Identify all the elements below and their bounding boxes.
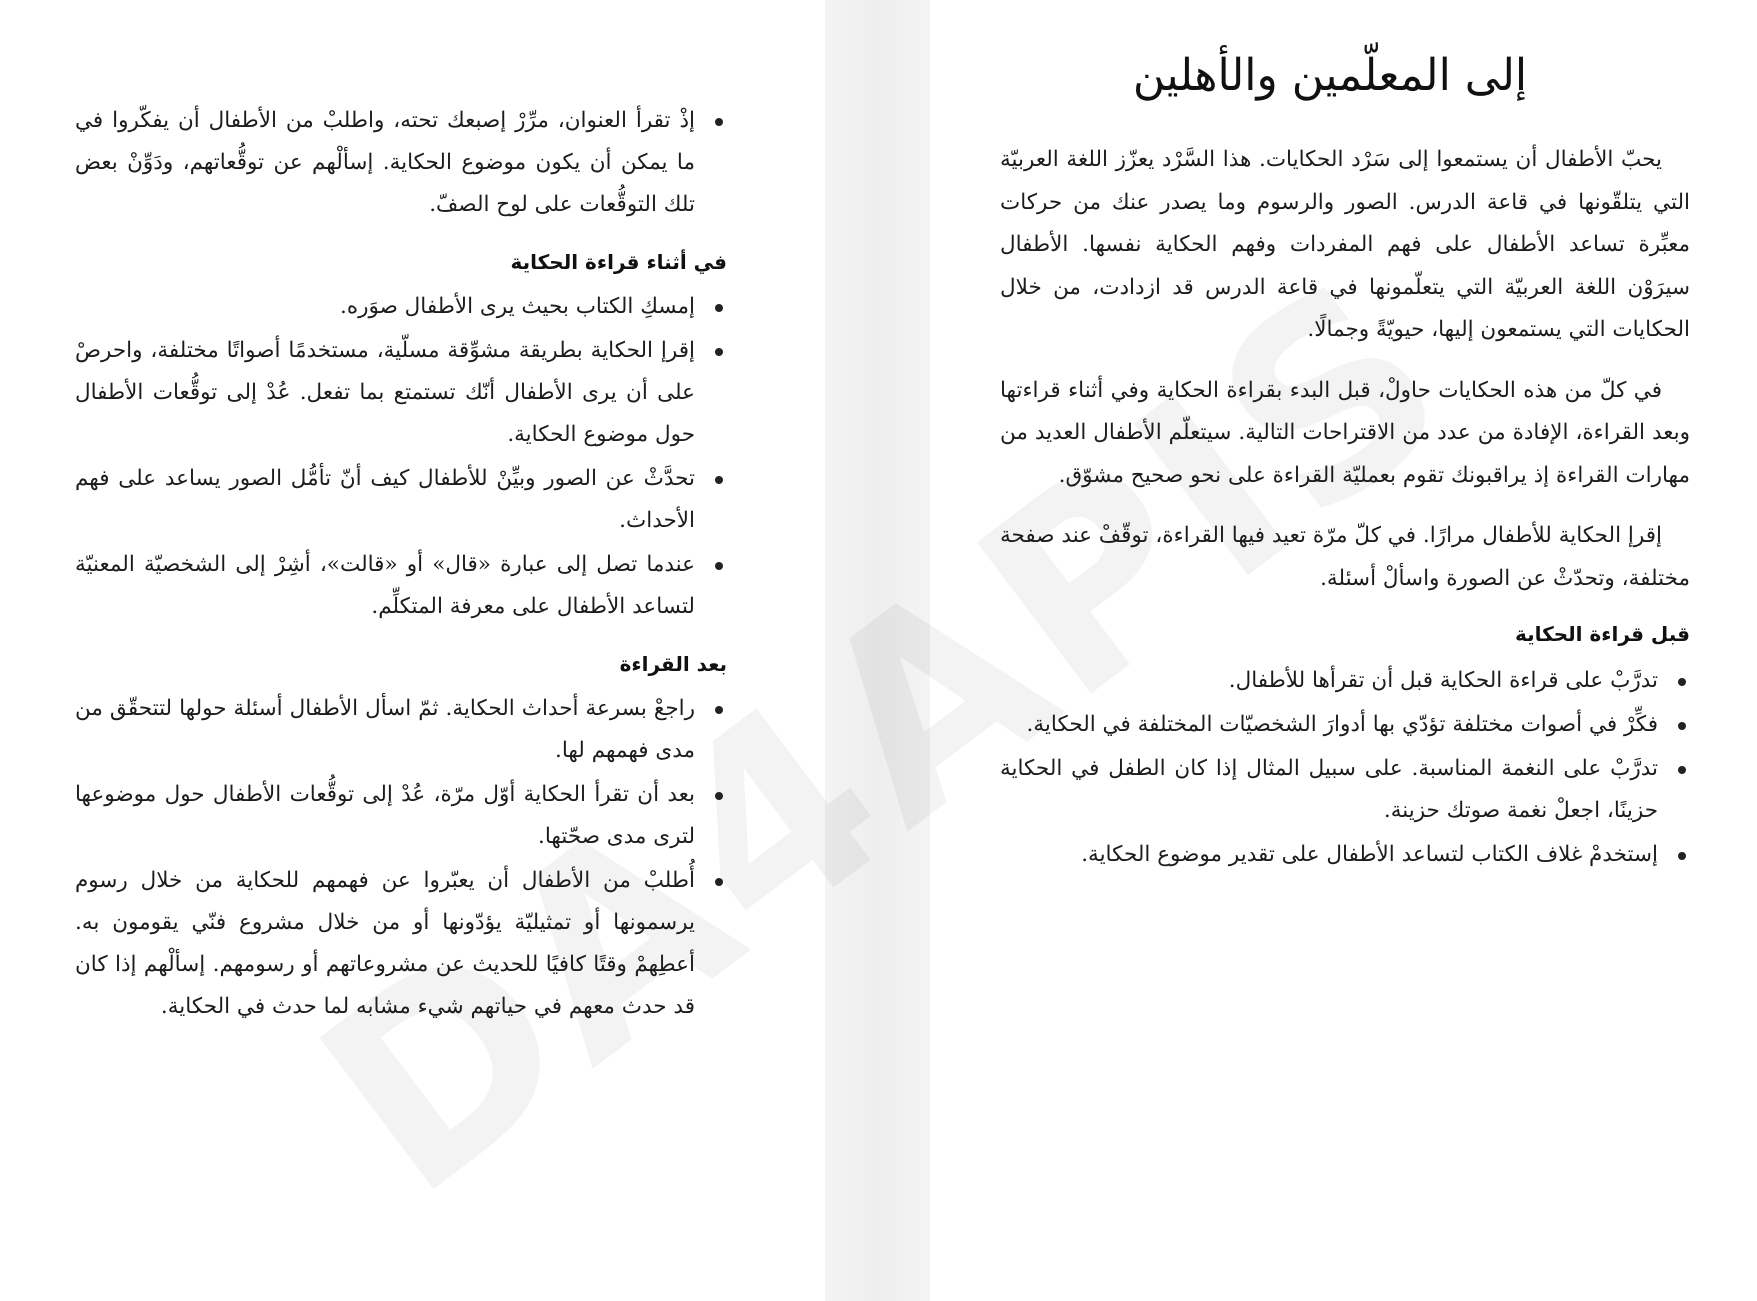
book-gutter (825, 0, 930, 1301)
title-reading-list (75, 100, 727, 226)
list-item: إقرإ الحكاية بطريقة مشوِّقة مسلّية، مستخدمًا أصواتًا مختلفة، واحرصْ على أن يرى الأطفال أنّك تستمتع بما تفعل. عُدْ إلى توقُّعات الأطفال حول موضوع الحكاية. (75, 330, 727, 456)
page-title: إلى المعلّمين والأهلين (1132, 50, 1528, 101)
list-item: فكِّرْ في أصوات مختلفة تؤدّي بها أدوارَ الشخصيّات المختلفة في الحكاية. (1000, 704, 1690, 746)
list-item: تدرَّبْ على قراءة الحكاية قبل أن تقرأها للأطفال. (1000, 660, 1690, 702)
list-item: إذْ تقرأ العنوان، مرِّرْ إصبعك تحته، واطلبْ من الأطفال أن يفكّروا في ما يمكن أن يكون موضوع الحكاية. إسألْهم عن توقُّعاتهم، ودَوِّنْ بعض تلك التوقُّعات على لوح الصفّ. (75, 100, 727, 226)
section-title-before-reading: قبل قراءة الحكاية (1514, 622, 1690, 646)
list-item: تدرَّبْ على النغمة المناسبة. على سبيل المثال إذا كان الطفل في الحكاية حزينًا، اجعلْ نغمة صوتك حزينة. (1000, 748, 1690, 832)
list-item: إمسكِ الكتاب بحيث يرى الأطفال صوَره. (75, 286, 727, 328)
right-page (1000, 50, 1690, 878)
left-page (75, 100, 727, 1030)
list-item: أُطلبْ من الأطفال أن يعبّروا عن فهمهم للحكاية من خلال رسوم يرسمونها أو تمثيليّة يؤدّونها أو من خلال مشروع فنّي يقومون به. أعطِهمْ وقتًا كافيًا للحديث عن مشروعاتهم أو رسومهم. إسألْهم إذا كان قد حدث معهم في حياتهم شيء مشابه لما حدث في الحكاية. (75, 860, 727, 1028)
intro-paragraph: يحبّ الأطفال أن يستمعوا إلى سَرْد الحكايات. هذا السَّرْد يعزّز اللغة العربيّة التي يتلقّونها في قاعة الدرس. الصور والرسوم وما يصدر عنك من حركات معبِّرة تساعد الأطفال على فهم المفردات وفهم الحكاية نفسها. الأطفال سيرَوْن اللغة العربيّة التي يتعلّمونها في قاعة الدرس قد ازدادت، من خلال الحكايات التي يستمعون إليها، حيويّةً وجمالًا. (1000, 147, 1690, 342)
reread-paragraph: إقرإ الحكاية للأطفال مرارًا. في كلّ مرّة تعيد فيها القراءة، توقّفْ عند صفحة مختلفة، وتحدّثْ عن الصورة واسألْ أسئلة. (1000, 523, 1690, 591)
list-item: بعد أن تقرأ الحكاية أوّل مرّة، عُدْ إلى توقُّعات الأطفال حول موضوعها لترى مدى صحّتها. (75, 774, 727, 858)
section-title-during-reading: في أثناء قراءة الحكاية (510, 250, 727, 274)
list-item: راجعْ بسرعة أحداث الحكاية. ثمّ اسأل الأطفال أسئلة حولها لتتحقّق من مدى فهمهم لها. (75, 688, 727, 772)
after-reading-list (75, 688, 727, 1028)
list-item: إستخدمْ غلاف الكتاب لتساعد الأطفال على تقدير موضوع الحكاية. (1000, 834, 1690, 876)
list-item: تحدَّثْ عن الصور وبيِّنْ للأطفال كيف أنّ تأمُّل الصور يساعد على فهم الأحداث. (75, 458, 727, 542)
section-title-after-reading: بعد القراءة (619, 652, 727, 676)
during-reading-list (75, 286, 727, 628)
list-item: عندما تصل إلى عبارة «قال» أو «قالت»، أشِرْ إلى الشخصيّة المعنيّة لتساعد الأطفال على معرفة المتكلِّم. (75, 544, 727, 628)
suggestions-paragraph: في كلّ من هذه الحكايات حاولْ، قبل البدء بقراءة الحكاية وفي أثناء قراءتها وبعد القراءة، الإفادة من عدد من الاقتراحات التالية. سيتعلّم الأطفال العديد من مهارات القراءة إذ يراقبونك تقوم بعمليّة القراءة على نحو صحيح مشوّق. (1000, 377, 1690, 488)
before-reading-list (1000, 660, 1690, 876)
